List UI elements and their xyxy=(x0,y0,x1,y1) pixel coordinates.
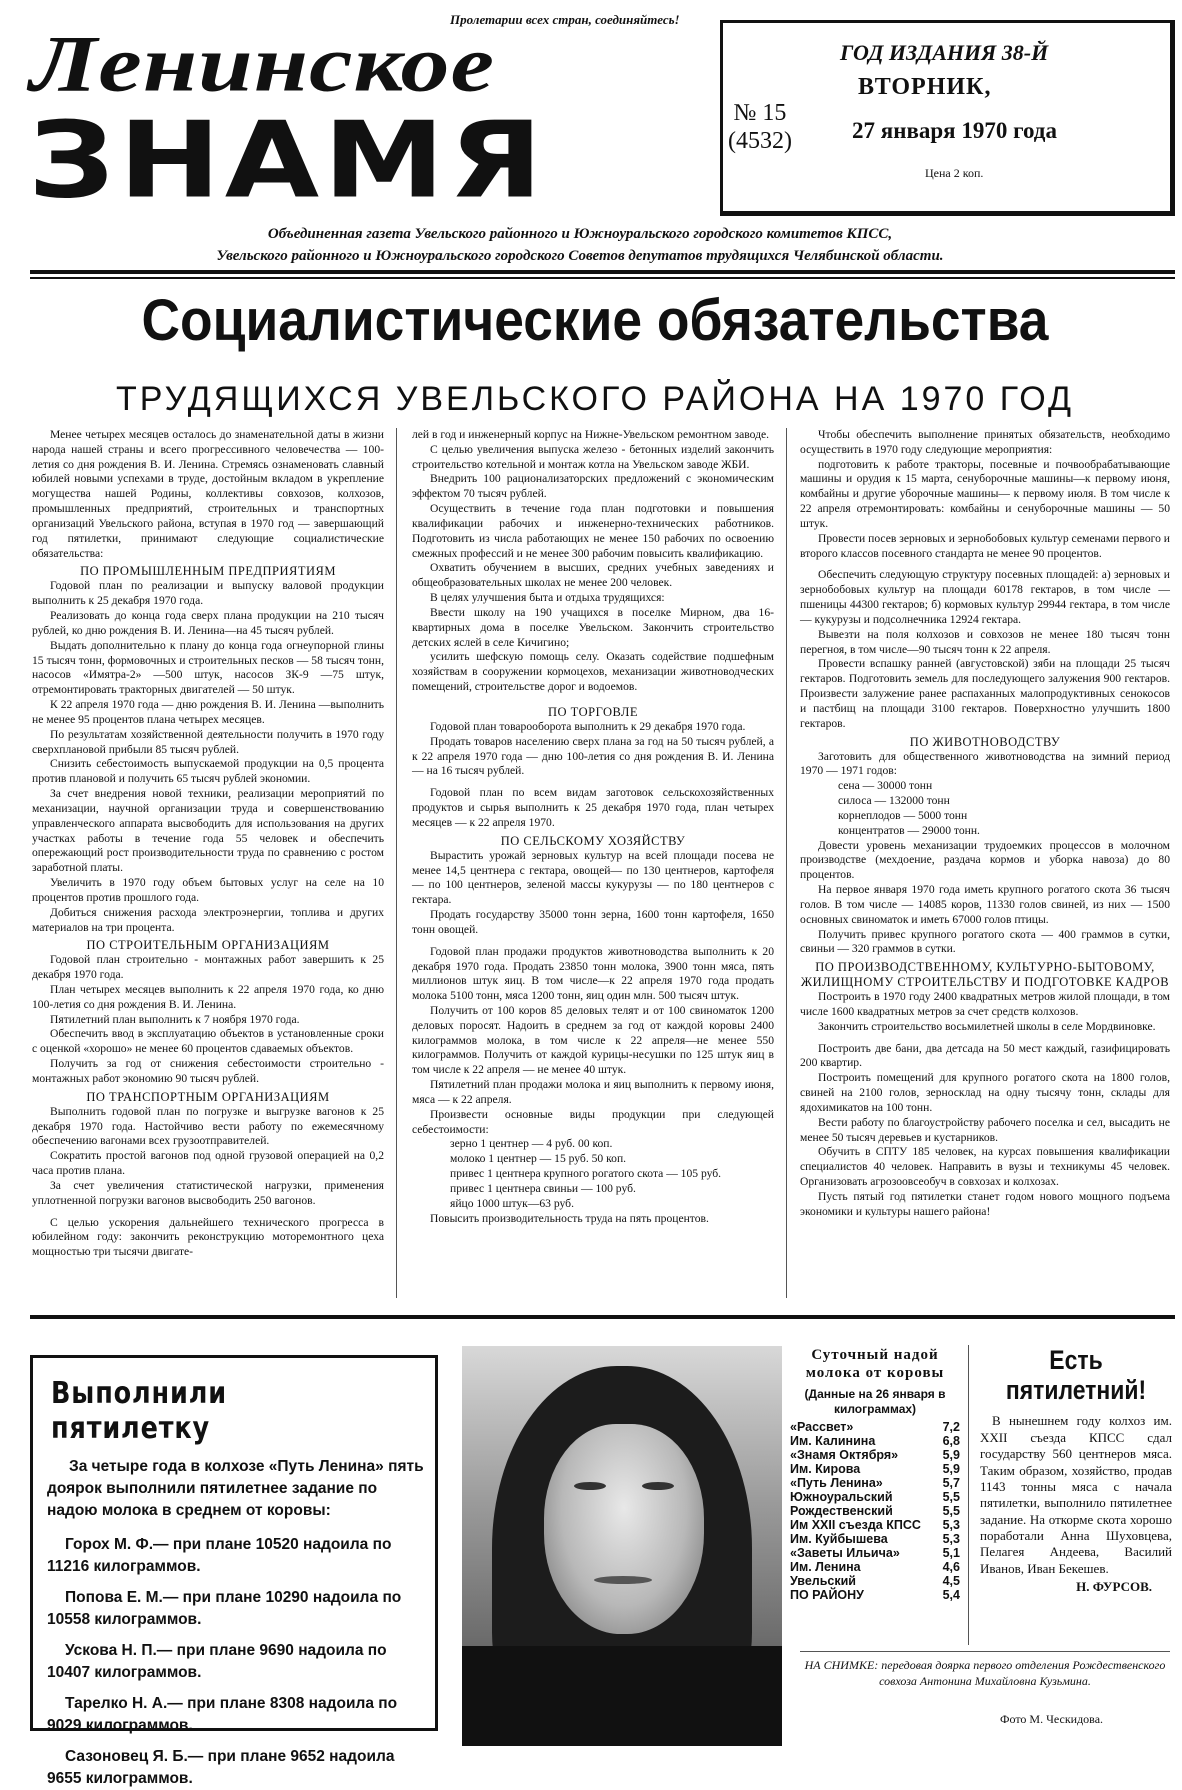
feed-line: сена — 30000 тонн xyxy=(838,779,933,793)
article-column-1 xyxy=(32,428,384,1308)
paragraph: Чтобы обеспечить выполнение принятых обязательств, необходимо осуществить в 1970 году следующие мероприятия: xyxy=(800,428,1170,456)
cost-line: яйцо 1000 штук—63 руб. xyxy=(450,1196,574,1210)
paragraph: Построить две бани, два детсада на 50 мест каждый, газифицировать 200 квартир. xyxy=(800,1041,1170,1070)
cost-line: зерно 1 центнер — 4 руб. 00 коп. xyxy=(450,1137,613,1151)
photo-credit: Фото М. Ческидова. xyxy=(1000,1712,1104,1726)
paragraph: Закончить строительство восьмилетней школы в селе Мордвиновке. xyxy=(818,1019,1156,1033)
table-row xyxy=(790,1560,960,1574)
section-heading: ПО СЕЛЬСКОМУ ХОЗЯЙСТВУ xyxy=(500,833,686,848)
paragraph: На первое января 1970 года иметь крупного рогатого скота 36 тысяч голов. В том числе — 14085 коров, 11330 голов свиней, из них — 1500 основных свиноматок и иметь 67000 голов птицы. xyxy=(800,883,1170,926)
weekday: ВТОРНИК, xyxy=(858,74,992,100)
yield-value: 4,6 xyxy=(942,1560,960,1574)
farm-name: Им. Куйбышева xyxy=(790,1532,888,1546)
table-title: Суточный надой молока от коровы xyxy=(805,1347,945,1381)
yield-value: 5,3 xyxy=(942,1518,960,1532)
section-heading: ПО ПРОИЗВОДСТВЕННОМУ, КУЛЬТУРНО-БЫТОВОМУ, ЖИЛИЩНОМУ СТРОИТЕЛЬСТВУ И ПОДГОТОВКЕ КАДРОВ xyxy=(800,960,1170,990)
section-rule xyxy=(30,1315,1175,1319)
table-row xyxy=(790,1546,960,1560)
cost-line: привес 1 центнера свиньи — 100 руб. xyxy=(450,1181,636,1195)
paragraph: Построить в 1970 году 2400 квадратных метров жилой площади, в том числе 1600 квадратных метров за счет средств колхозов. xyxy=(800,990,1170,1018)
paragraph: Менее четырех месяцев осталось до знаменательной даты в жизни народа нашей страны и всего прогрессивного человечества — 100-летия со дня рождения В. И. Ленина. Стремясь ознаменовать славный юбилей новыми успехами в труде, достойным вкладом в укрепление могущества нашей Родины, коллективы совхозов, колхозов, промышленных предприятий, строительных и транспортных организаций Увельского района, вступая в 1970 год — завершающий год пятилетки, принимают следующие социалистические обязательства: xyxy=(32,428,384,560)
paragraph: Провести вспашку ранней (августовской) зяби на площади 25 тысяч гектаров. Подготовить земель для последующего залужения 900 гектаров. Произвести залужение ранее распаханных малопродуктивных сенокосов и пастбищ на площади 3100 гектаров. Поверхностно улучшить 1800 гектаров. xyxy=(800,657,1170,730)
farm-name: «Рассвет» xyxy=(790,1420,854,1434)
paragraph: усилить шефскую помощь селу. Оказать содействие подшефным хозяйствам в сооружении кормоцехов, механизации животноводческих помещений, строительстве дорог и водоемов. xyxy=(412,650,774,694)
yield-value: 4,5 xyxy=(942,1574,960,1588)
publication-year: ГОД ИЗДАНИЯ 38-Й xyxy=(840,40,1049,65)
paragraph: Ввести школу на 190 учащихся в поселке Мирном, два 16-квартирных дома в поселке Увельском. Закончить строительство детских яслей в селе Кичигино; xyxy=(412,605,774,649)
section-heading: ПО ТОРГОВЛЕ xyxy=(547,704,639,719)
photo-caption: НА СНИМКЕ: передовая доярка первого отделения Рождественского совхоза Антонина Михайловна Кузьмина. xyxy=(800,1651,1170,1689)
cost-line: привес 1 центнера крупного рогатого скота — 105 руб. xyxy=(450,1167,722,1181)
paragraph: Вывезти на поля колхозов и совхозов не менее 180 тысяч тонн перегноя, в том числе—90 тысяч тонн к 22 апреля. xyxy=(800,627,1170,656)
article-author: Н. ФУРСОВ. xyxy=(1076,1579,1152,1595)
table-row xyxy=(790,1476,960,1490)
paragraph: Реализовать до конца года сверх плана продукции на 210 тысяч рублей, ко дню рождения В. И. Ленина—на 45 тысяч рублей. xyxy=(32,609,384,637)
table-row xyxy=(790,1490,960,1504)
paragraph: Годовой план по реализации и выпуску валовой продукции выполнить к 25 декабря 1970 года. xyxy=(32,579,384,608)
paragraph: Обучить в СПТУ 185 человек, на курсах повышения квалификации специалистов 40 человек. Направить в вузы и техникумы 45 человек. Организовать агрозоовсеобуч в совхозах и колхозах. xyxy=(800,1145,1170,1189)
table-row xyxy=(790,1420,960,1434)
issue-date: 27 января 1970 года xyxy=(852,118,1057,143)
farm-name: ПО РАЙОНУ xyxy=(790,1588,864,1602)
farm-name: Им. Калинина xyxy=(790,1434,876,1448)
yield-table xyxy=(790,1420,960,1602)
paragraph: Продать товаров населению сверх плана за год на 50 тысяч рублей, а к 22 апреля 1970 года — дню 100-летия со дня рождения В. И. Ленина — на 16 тысяч рублей. xyxy=(412,734,774,778)
daily-milk-yield-table xyxy=(790,1346,960,1616)
yield-value: 7,2 xyxy=(942,1420,960,1434)
article-column-2 xyxy=(412,428,774,1308)
paragraph: Пятилетний план выполнить к 7 ноября 1970 года. xyxy=(50,1012,300,1026)
farm-name: Им XXII съезда КПСС xyxy=(790,1518,921,1532)
feed-line: силоса — 132000 тонн xyxy=(838,794,950,808)
yield-value: 5,9 xyxy=(942,1448,960,1462)
paragraph: Довести уровень механизации трудоемких процессов в молочном производстве (мехдоение, раздача кормов и уборка навоза) до 80 процентов. xyxy=(800,838,1170,882)
paragraph: Произвести основные виды продукции при следующей себестоимости: xyxy=(412,1107,774,1136)
paragraph: Вести работу по благоустройству рабочего поселка и сел, высадить не менее 50 тысяч деревьев и кустарников. xyxy=(800,1115,1170,1144)
paragraph: Вырастить урожай зерновых культур на всей площади посева не менее 14,5 центнера с гектара, овощей— по 130 центнеров, картофеля — по 100 центнеров, зеленой массы кукурузы — по 180 центнеров с гектара. xyxy=(412,848,774,907)
paragraph: Получить от 100 коров 85 деловых телят и от 100 свиноматок 1200 деловых поросят. Надоить в среднем за год от каждой коровы 2400 килограммов молока, в том числе к 22 апреля—не менее 550 килограммов. Получить от каждой курицы-несушки по 125 штук яиц в том числе к 22 апреля — не менее 40 штук. xyxy=(412,1003,774,1077)
paragraph: По результатам хозяйственной деятельности получить в 1970 году сверхплановой прибыли 85 тысяч рублей. xyxy=(32,727,384,756)
paragraph: Продать государству 35000 тонн зерна, 1600 тонн картофеля, 1650 тонн овощей. xyxy=(412,908,774,936)
paragraph: Повысить производительность труда на пять процентов. xyxy=(430,1211,709,1225)
article-title: Есть пятилетний! xyxy=(1005,1345,1147,1405)
party-slogan: Пролетарии всех стран, соединяйтесь! xyxy=(450,12,680,27)
feed-line: корнеплодов — 5000 тонн xyxy=(838,808,968,822)
farm-name: Им. Ленина xyxy=(790,1560,861,1574)
newspaper-title-bottom: ЗНАМЯ xyxy=(28,99,547,222)
section-heading: ПО СТРОИТЕЛЬНЫМ ОРГАНИЗАЦИЯМ xyxy=(86,938,330,953)
farm-name: Увельский xyxy=(790,1574,856,1588)
milkmaid-result: Горох М. Ф.— при плане 10520 надоила по 11216 килограммов. xyxy=(47,1536,392,1575)
paragraph: Выдать дополнительно к плану до конца года огнеупорной глины 15 тысяч тонн, формовочных и строительных песков — 58 тысяч тонн, насосов «Имятра-2» —500 штук, насосов ЗК-9 —75 штук, отремонтировать тракторных двигателей — 50 штук. xyxy=(32,638,384,697)
paragraph: Провести посев зерновых и зернобобовых культур семенами первого и второго классов посевного стандарта не менее 90 процентов. xyxy=(800,531,1170,560)
paragraph: Добиться снижения расхода электроэнергии, топлива и других материалов на три процента. xyxy=(32,905,384,934)
paragraph: Получить привес крупного рогатого скота — 400 граммов в сутки, свиньи — 320 граммов в сутки. xyxy=(800,927,1170,956)
paragraph: За счет внедрения новой техники, реализации мероприятий по механизации, научной организации труда и совершенствованию управленческого аппарата высвободить для использования на других участках работы в течение года 55 человек и обеспечить опережающий рост производительности труда по сравнению с ростом заработной платы. xyxy=(32,787,384,875)
paragraph: Годовой план строительно - монтажных работ завершить к 25 декабря 1970 года. xyxy=(32,953,384,982)
table-row xyxy=(790,1532,960,1546)
paragraph: Получить за год от снижения себестоимости строительно - монтажных работ экономию 90 тысяч рублей. xyxy=(32,1057,384,1085)
five-year-plan-box xyxy=(30,1355,438,1787)
article-column-3 xyxy=(800,428,1170,1308)
paragraph: Внедрить 100 рационализаторских предложений с экономическим эффектом 70 тысяч рублей. xyxy=(412,472,774,501)
paragraph: Увеличить в 1970 году объем бытовых услуг на селе на 10 процентов против прошлого года. xyxy=(32,876,384,904)
meat-plan-article xyxy=(980,1346,1172,1595)
paragraph: лей в год и инженерный корпус на Нижне-Увельском ремонтном заводе. xyxy=(412,428,770,441)
paragraph: План четырех месяцев выполнить к 22 апреля 1970 года, ко дню 100-летия со дня рождения В. И. Ленина. xyxy=(32,982,384,1011)
paragraph: Построить помещений для крупного рогатого скота на 1800 голов, свиней на 2100 голов, зерносклад на одну тысячу тонн, склады для ядохимикатов на 100 тонн. xyxy=(800,1071,1170,1114)
table-row xyxy=(790,1588,960,1602)
paragraph: Обеспечить ввод в эксплуатацию объектов в установленные сроки с оценкой «хорошо» не менее 60 процентов сдаваемых объектов. xyxy=(32,1027,384,1056)
paragraph: Годовой план по всем видам заготовок сельскохозяйственных продуктов и сырья выполнить к 25 декабря 1970 года, план четырех месяцев — к 22 апреля 1970. xyxy=(412,786,774,829)
milkmaid-result: Ускова Н. П.— при плане 9690 надоила по 10407 килограммов. xyxy=(47,1642,387,1681)
farm-name: «Заветы Ильича» xyxy=(790,1546,900,1560)
paragraph: С целью увеличения выпуска железо - бетонных изделий закончить строительство котельной и монтаж котла на Увельском заводе ЖБИ. xyxy=(412,442,774,471)
cost-line: молоко 1 центнер — 15 руб. 50 коп. xyxy=(450,1152,627,1166)
publisher-line xyxy=(150,224,1010,268)
paragraph: Пятилетний план продажи молока и яиц выполнить к первому июня, мяса — к 22 апреля. xyxy=(412,1078,774,1106)
main-subheadline: ТРУДЯЩИХСЯ УВЕЛЬСКОГО РАЙОНА НА 1970 ГОД xyxy=(115,380,1075,418)
paragraph: С целью ускорения дальнейшего технического прогресса в юбилейном году: закончить реконструкцию моторемонтного цеха мощностью три тысячи двигате- xyxy=(32,1215,384,1259)
milkmaid-result: Попова Е. М.— при плане 10290 надоила по 10558 килограммов. xyxy=(47,1589,402,1628)
yield-value: 5,7 xyxy=(942,1476,960,1490)
box-title: Выполнили пятилетку xyxy=(51,1376,227,1446)
article-text: В нынешнем году колхоз им. XXII съезда КПСС сдал государству 560 центнеров мяса. Таким образом, хозяйство, продав 1143 тонны мяса с начала пятилетки, выполнило пятилетнее задание. На откорме скота хорошо поработали Анна Шуховцева, Пелагея Андеева, Василий Иванов, Иван Бекешев. xyxy=(980,1413,1172,1576)
issue-no: № 15 xyxy=(733,100,787,126)
yield-value: 5,1 xyxy=(942,1546,960,1560)
table-row xyxy=(790,1518,960,1532)
paragraph: подготовить к работе тракторы, посевные и почвообрабатывающие машины и орудия к 15 марта, сенуборочные машины—к первому июня, комбайны и другие уборочные машины— к первому июля. В том числе к 22 апреля отремонтировать: комбайны и сенуборочные машины — 50 штук. xyxy=(800,457,1170,530)
publisher-line-2: Увельского районного и Южноуральского городского Советов депутатов трудящихся Челябинской области. xyxy=(216,247,944,264)
table-row xyxy=(790,1504,960,1518)
paragraph: Обеспечить следующую структуру посевных площадей: а) зерновых и зернобобовых культур на площади 60178 гектаров, в том числе — пшеницы 44300 гектаров; б) кормовых культур 29944 гектара, в том числе — кукурузы и подсолнечника 12924 гектара. xyxy=(800,568,1170,626)
table-row xyxy=(790,1462,960,1476)
table-row xyxy=(790,1574,960,1588)
paragraph: Заготовить для общественного животноводства на зимний период 1970 — 1971 годов: xyxy=(800,749,1170,778)
paragraph: Охватить обучением в высших, средних учебных заведениях и общеобразовательных школах не менее 200 человек. xyxy=(412,561,774,590)
paragraph: Осуществить в течение года план подготовки и повышения квалификации рабочих и инженерно-технических работников. Подготовить из числа работающих не менее 150 рабочих по освоению смежных профессий и не менее 300 рабочим повысить квалификацию. xyxy=(412,502,774,560)
price: Цена 2 коп. xyxy=(925,166,984,180)
yield-value: 5,5 xyxy=(942,1490,960,1504)
paragraph: За счет увеличения статистической нагрузки, применения уплотненной погрузки вагонов высвободить 250 вагонов. xyxy=(32,1178,384,1207)
section-heading: ПО ПРОМЫШЛЕННЫМ ПРЕДПРИЯТИЯМ xyxy=(80,564,336,579)
column-divider xyxy=(786,428,787,1298)
publisher-line-1: Объединенная газета Увельского районного и Южноуральского городского комитетов КПСС, xyxy=(267,226,893,242)
yield-value: 5,3 xyxy=(942,1532,960,1546)
table-row xyxy=(790,1434,960,1448)
main-headline: Социалистические обязательства xyxy=(141,288,1049,353)
table-row xyxy=(790,1448,960,1462)
paragraph: Снизить себестоимость выпускаемой продукции на 0,5 процента против плановой и получить 65 тысяч рублей экономии. xyxy=(32,757,384,786)
farm-name: «Путь Ленина» xyxy=(790,1476,883,1490)
section-heading: ПО ЖИВОТНОВОДСТВУ xyxy=(909,734,1061,749)
masthead-rule xyxy=(30,270,1175,279)
farm-name: «Знамя Октября» xyxy=(790,1448,899,1462)
milkmaid-photo xyxy=(462,1346,782,1741)
yield-value: 5,4 xyxy=(942,1588,960,1602)
paragraph: Сократить простой вагонов под одной грузовой операцией на 0,2 часа против плана. xyxy=(32,1149,384,1178)
milkmaid-result: Тарелко Н. А.— при плане 8308 надоила по 9029 килограммов. xyxy=(47,1695,398,1734)
paragraph: Пусть пятый год пятилетки станет годом нового мощного подъема экономики и культуры нашего района! xyxy=(800,1189,1170,1218)
column-divider xyxy=(396,428,397,1298)
farm-name: Рождественский xyxy=(790,1504,893,1518)
issue-total: (4532) xyxy=(728,127,792,154)
yield-value: 5,9 xyxy=(942,1462,960,1476)
paragraph: Выполнить годовой план по погрузке и выгрузке вагонов к 25 декабря 1970 года. Настойчиво вести работу по ежемесячному обеспечению вагонами всех грузоотправителей. xyxy=(32,1104,384,1148)
paragraph: К 22 апреля 1970 года — дню рождения В. И. Ленина —выполнить не менее 95 процентов плана четырех месяцев. xyxy=(32,698,384,726)
paragraph: Годовой план продажи продуктов животноводства выполнить к 20 декабря 1970 года. Продать 23850 тонн молока, 3900 тонн мяса, пять миллионов штук яиц. В том числе—к 22 апреля 1970 года продать молока 5100 тонн, мяса 1200 тонн, яиц один млн. 500 тысяч штук. xyxy=(412,944,774,1003)
box-intro: За четыре года в колхозе «Путь Ленина» пять доярок выполнили пятилетнее задание по надою молока в среднем от коровы: xyxy=(47,1458,424,1519)
table-note: (Данные на 26 января в килограммах) xyxy=(804,1387,946,1416)
paragraph: Годовой план товарооборота выполнить к 29 декабря 1970 года. xyxy=(430,719,746,733)
section-heading: ПО ТРАНСПОРТНЫМ ОРГАНИЗАЦИЯМ xyxy=(86,1089,330,1104)
newspaper-title-top: Ленинское xyxy=(30,19,495,109)
milkmaid-result: Сазоновец Я. Б.— при плане 9652 надоила 9655 килограммов. xyxy=(47,1748,395,1787)
yield-value: 6,8 xyxy=(942,1434,960,1448)
column-divider xyxy=(968,1345,969,1645)
farm-name: Южноуральский xyxy=(790,1490,893,1504)
yield-value: 5,5 xyxy=(942,1504,960,1518)
feed-line: концентратов — 29000 тонн. xyxy=(838,823,980,837)
paragraph: В целях улучшения быта и отдыха трудящихся: xyxy=(430,591,665,605)
farm-name: Им. Кирова xyxy=(790,1462,861,1476)
